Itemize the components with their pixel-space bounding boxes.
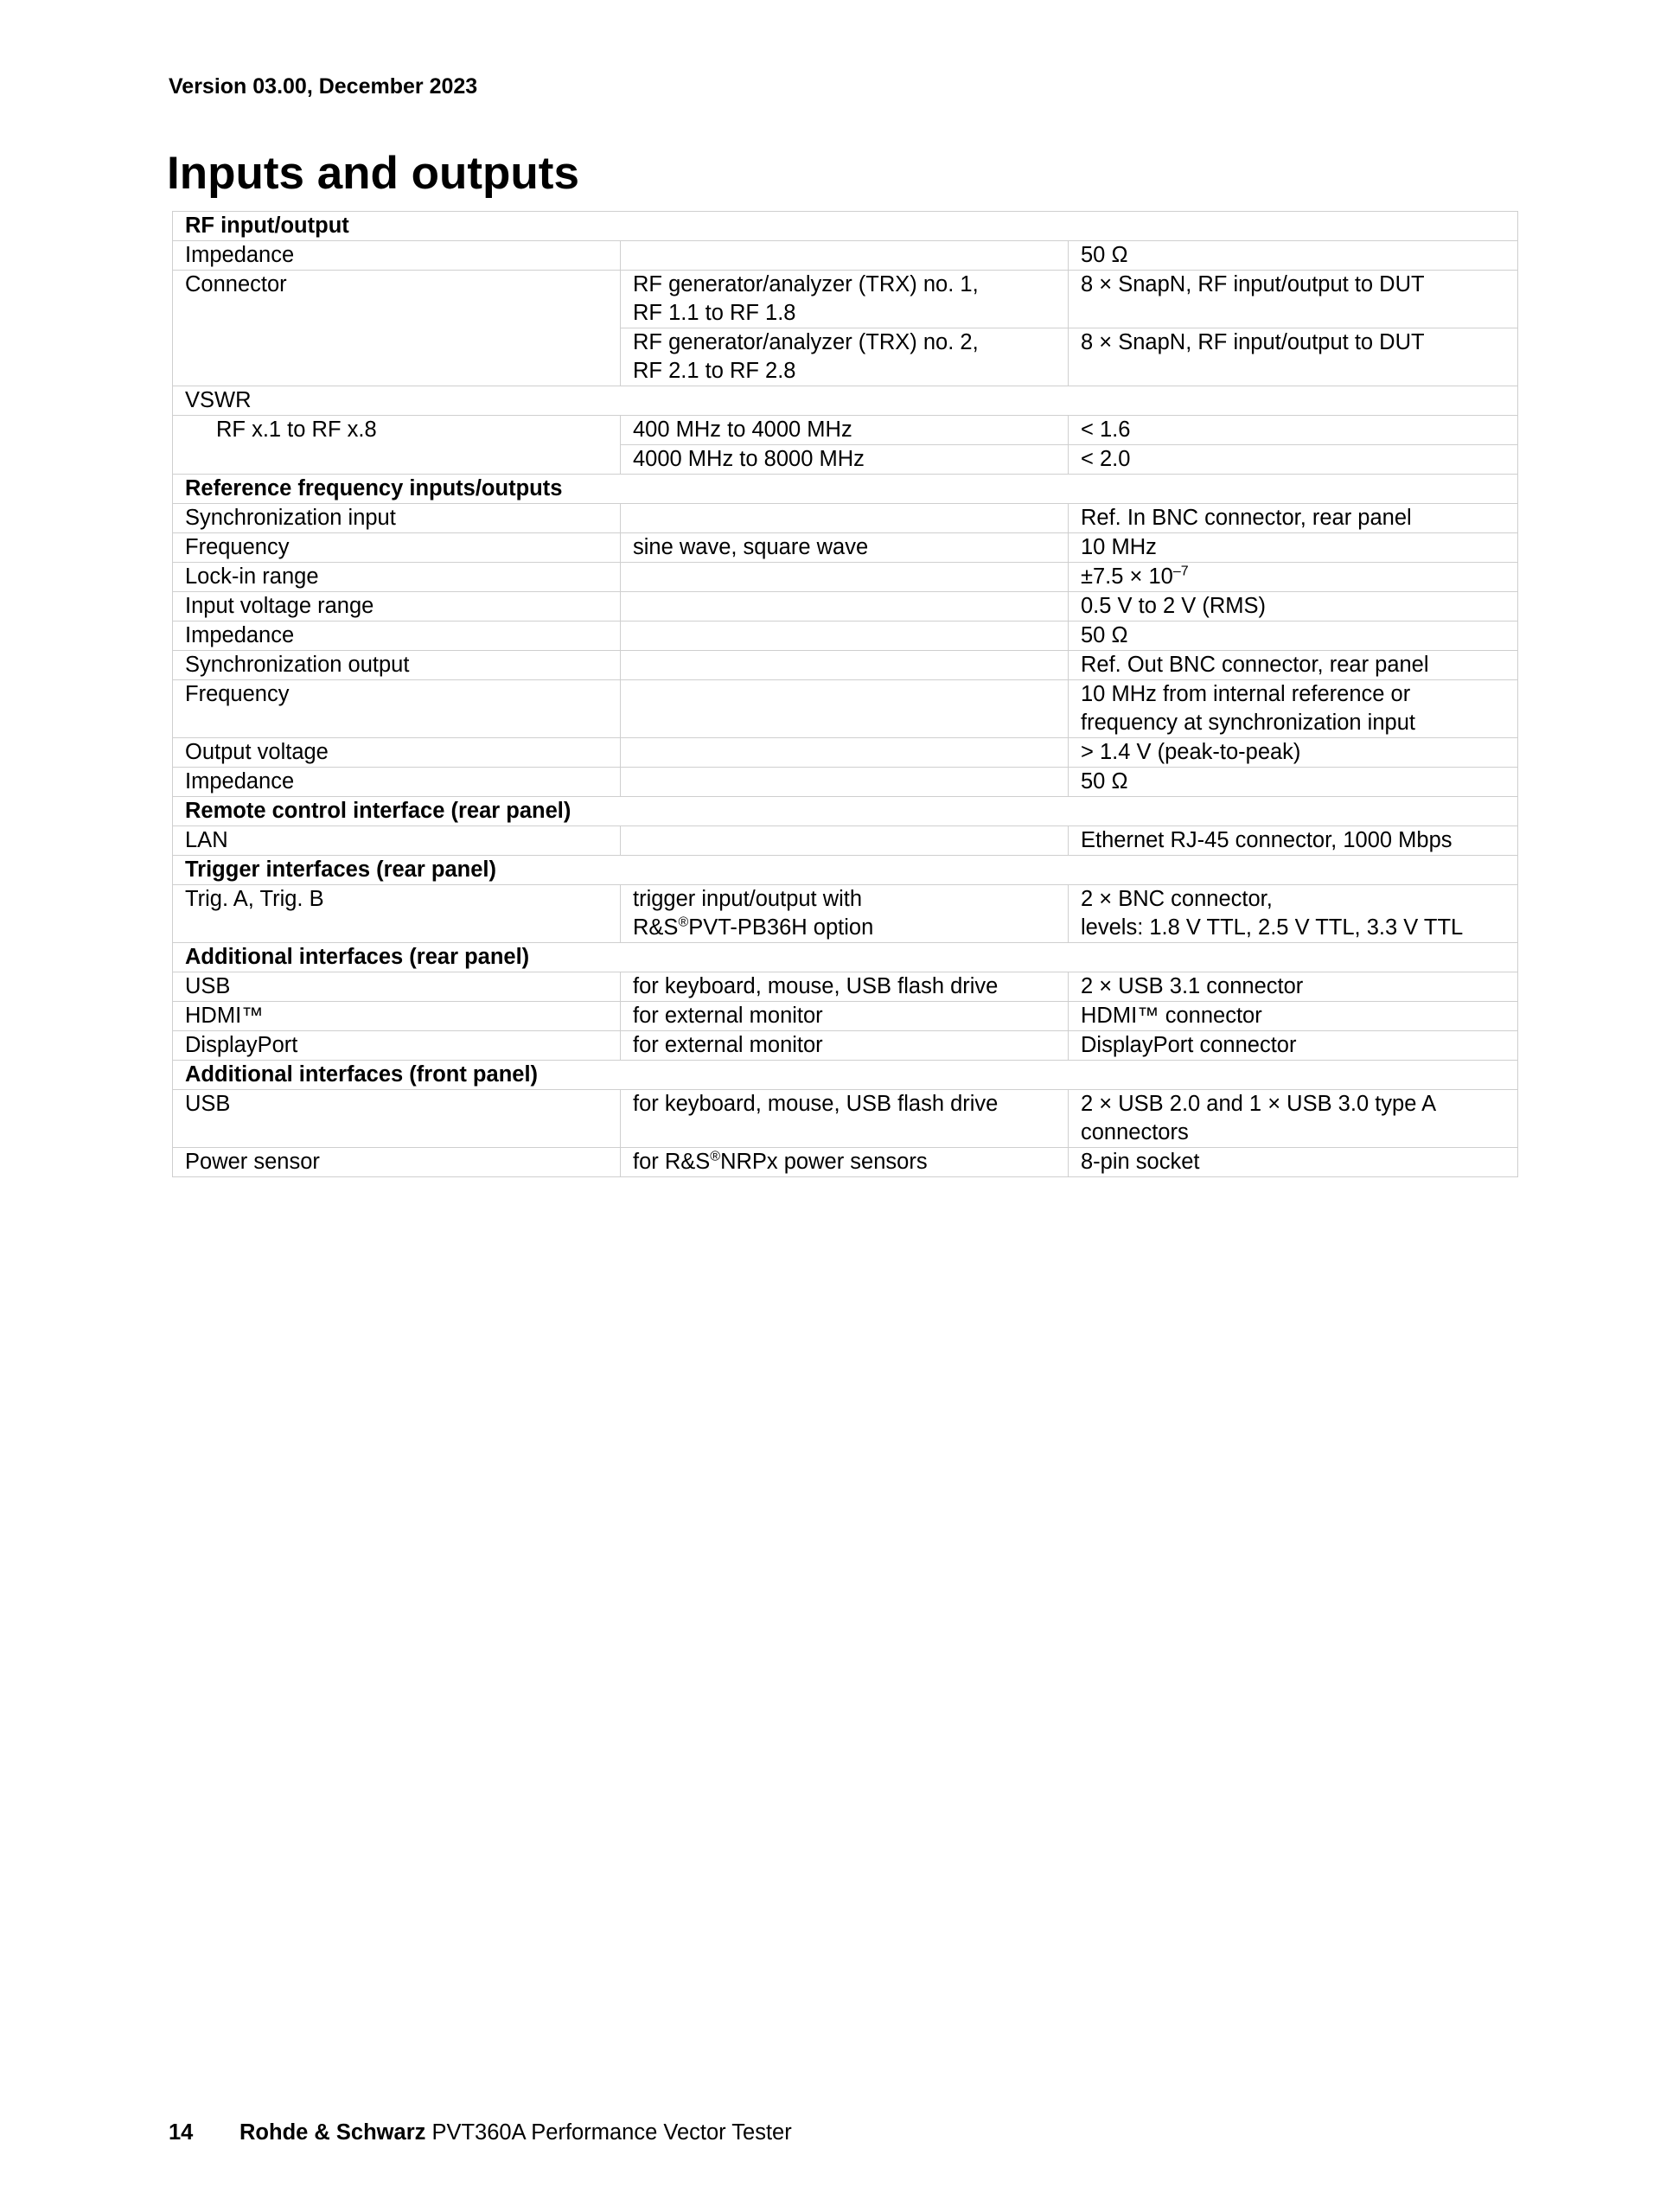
value-line: frequency at synchronization input	[1081, 711, 1415, 735]
condition-cell: 4000 MHz to 8000 MHz	[621, 445, 1069, 475]
table-row	[173, 885, 1518, 943]
condition-cell	[621, 680, 1069, 738]
param-sublabel: RF x.1 to RF x.8	[216, 418, 377, 442]
table-row	[173, 972, 1518, 1002]
section-front-interfaces	[173, 1061, 1518, 1090]
param-label: HDMI™	[173, 1002, 621, 1031]
param-label: Trig. A, Trig. B	[173, 885, 621, 943]
value-cell: DisplayPort connector	[1069, 1031, 1518, 1061]
value-cell: Ref. Out BNC connector, rear panel	[1069, 651, 1518, 680]
table-row	[173, 241, 1518, 271]
condition-cell	[621, 651, 1069, 680]
page-number: 14	[169, 2120, 194, 2145]
table-row	[173, 738, 1518, 768]
value-cell: 8 × SnapN, RF input/output to DUT	[1069, 328, 1518, 386]
value-cell: 10 MHz	[1069, 533, 1518, 563]
condition-cell	[621, 504, 1069, 533]
value-cell: 8 × SnapN, RF input/output to DUT	[1069, 271, 1518, 328]
condition-text: for R&S	[633, 1150, 711, 1174]
condition-cell	[621, 826, 1069, 856]
condition-cell: for keyboard, mouse, USB flash drive	[621, 1090, 1069, 1148]
param-label: Impedance	[173, 768, 621, 797]
value-cell: 0.5 V to 2 V (RMS)	[1069, 592, 1518, 622]
value-cell	[1069, 680, 1518, 738]
param-label: VSWR	[173, 386, 1518, 416]
table-row	[173, 1002, 1518, 1031]
brand-text: R&S	[633, 915, 679, 940]
param-label: USB	[173, 1090, 621, 1148]
registered-mark: ®	[710, 1149, 721, 1164]
value-cell: 50 Ω	[1069, 241, 1518, 271]
table-row	[173, 1031, 1518, 1061]
condition-cell: for external monitor	[621, 1031, 1069, 1061]
section-heading: Trigger interfaces (rear panel)	[173, 856, 1518, 885]
condition-cell: sine wave, square wave	[621, 533, 1069, 563]
value-line: 10 MHz from internal reference or	[1081, 682, 1411, 706]
value-cell: 50 Ω	[1069, 768, 1518, 797]
param-label: Frequency	[173, 533, 621, 563]
condition-cell: for external monitor	[621, 1002, 1069, 1031]
condition-cell	[621, 622, 1069, 651]
value-cell: < 1.6	[1069, 416, 1518, 445]
table-row	[173, 768, 1518, 797]
condition-cell	[621, 241, 1069, 271]
param-label	[173, 416, 621, 475]
option-text: PVT-PB36H option	[688, 915, 874, 940]
value-cell	[1069, 885, 1518, 943]
condition-cell	[621, 328, 1069, 386]
param-label: Synchronization input	[173, 504, 621, 533]
section-rf-io	[173, 212, 1518, 241]
spec-table	[172, 211, 1518, 1177]
table-row	[173, 533, 1518, 563]
page-title: Inputs and outputs	[167, 148, 579, 199]
value-base: ±7.5 × 10	[1081, 564, 1173, 589]
value-cell: < 2.0	[1069, 445, 1518, 475]
condition-cell	[621, 885, 1069, 943]
table-row	[173, 592, 1518, 622]
table-row	[173, 271, 1518, 328]
section-heading: Reference frequency inputs/outputs	[173, 475, 1518, 504]
param-label: Frequency	[173, 680, 621, 738]
table-row	[173, 680, 1518, 738]
value-line: 2 × BNC connector,	[1081, 887, 1273, 911]
section-reference-frequency	[173, 475, 1518, 504]
footer-product: PVT360A Performance Vector Tester	[431, 2120, 792, 2145]
section-trigger	[173, 856, 1518, 885]
value-cell: 2 × USB 3.1 connector	[1069, 972, 1518, 1002]
value-cell: Ethernet RJ-45 connector, 1000 Mbps	[1069, 826, 1518, 856]
table-row	[173, 1090, 1518, 1148]
version-header: Version 03.00, December 2023	[169, 74, 478, 99]
param-label: Synchronization output	[173, 651, 621, 680]
footer-brand: Rohde & Schwarz	[239, 2120, 426, 2145]
table-row	[173, 563, 1518, 592]
param-label: Connector	[173, 271, 621, 386]
condition-line: RF generator/analyzer (TRX) no. 2,	[633, 330, 979, 354]
param-label: Impedance	[173, 241, 621, 271]
condition-line	[633, 914, 1056, 942]
param-label: LAN	[173, 826, 621, 856]
table-row	[173, 826, 1518, 856]
condition-cell	[621, 271, 1069, 328]
value-exponent: –7	[1172, 564, 1189, 579]
param-label: DisplayPort	[173, 1031, 621, 1061]
param-label: Power sensor	[173, 1148, 621, 1177]
section-heading: Remote control interface (rear panel)	[173, 797, 1518, 826]
value-line: 2 × USB 2.0 and 1 × USB 3.0 type A	[1081, 1092, 1437, 1116]
section-rear-interfaces	[173, 943, 1518, 972]
param-label: USB	[173, 972, 621, 1002]
value-cell: > 1.4 V (peak-to-peak)	[1069, 738, 1518, 768]
table-row	[173, 651, 1518, 680]
registered-mark: ®	[678, 915, 689, 930]
table-row	[173, 504, 1518, 533]
condition-cell	[621, 768, 1069, 797]
condition-line: RF 1.1 to RF 1.8	[633, 301, 796, 325]
value-cell	[1069, 563, 1518, 592]
param-label: Lock-in range	[173, 563, 621, 592]
condition-text: NRPx power sensors	[720, 1150, 928, 1174]
condition-line: RF generator/analyzer (TRX) no. 1,	[633, 272, 979, 296]
value-cell: Ref. In BNC connector, rear panel	[1069, 504, 1518, 533]
table-row	[173, 386, 1518, 416]
page-footer	[169, 2120, 792, 2145]
value-line: connectors	[1081, 1120, 1189, 1144]
condition-cell	[621, 1148, 1069, 1177]
table-row	[173, 622, 1518, 651]
condition-cell	[621, 592, 1069, 622]
condition-line: trigger input/output with	[633, 887, 863, 911]
condition-line: RF 2.1 to RF 2.8	[633, 359, 796, 383]
section-heading: Additional interfaces (rear panel)	[173, 943, 1518, 972]
section-heading: RF input/output	[173, 212, 1518, 241]
condition-cell	[621, 563, 1069, 592]
value-cell: HDMI™ connector	[1069, 1002, 1518, 1031]
param-label: Output voltage	[173, 738, 621, 768]
param-label: Impedance	[173, 622, 621, 651]
condition-cell	[621, 738, 1069, 768]
section-remote-control	[173, 797, 1518, 826]
condition-cell: for keyboard, mouse, USB flash drive	[621, 972, 1069, 1002]
table-row	[173, 416, 1518, 445]
param-label: Input voltage range	[173, 592, 621, 622]
value-cell: 50 Ω	[1069, 622, 1518, 651]
table-row	[173, 1148, 1518, 1177]
condition-cell: 400 MHz to 4000 MHz	[621, 416, 1069, 445]
section-heading: Additional interfaces (front panel)	[173, 1061, 1518, 1090]
value-cell: 8-pin socket	[1069, 1148, 1518, 1177]
value-line: levels: 1.8 V TTL, 2.5 V TTL, 3.3 V TTL	[1081, 915, 1464, 940]
value-cell	[1069, 1090, 1518, 1148]
